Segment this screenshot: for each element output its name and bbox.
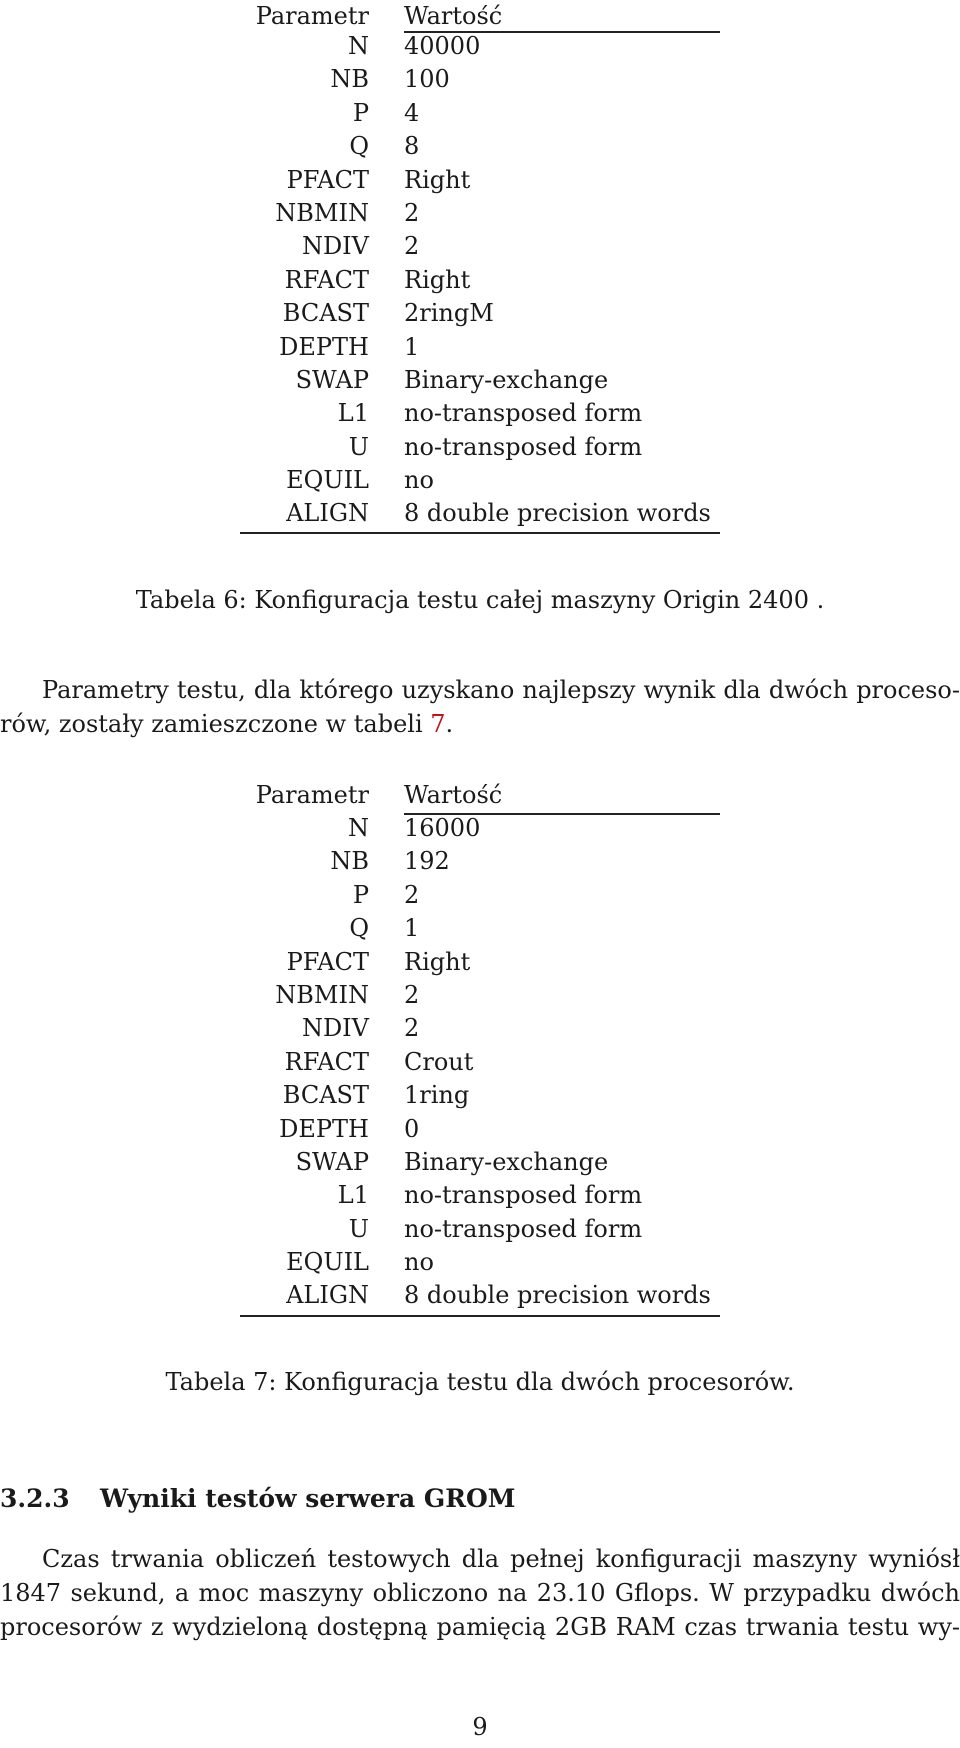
param-cell: ALIGN [286, 1281, 369, 1310]
param-cell: U [348, 1214, 369, 1243]
param-cell: L1 [337, 399, 369, 428]
param-cell: ALIGN [286, 499, 369, 528]
table-row [240, 1213, 720, 1246]
param-cell: Q [349, 132, 369, 161]
value-cell: 2 [404, 880, 420, 909]
bottom-rule [240, 1315, 720, 1317]
page-number: 9 [472, 1713, 488, 1741]
param-cell: U [348, 432, 369, 461]
param-cell: L1 [337, 1181, 369, 1210]
table-row [240, 845, 720, 878]
paragraph-line: 1847 sekund, a moc maszyny obliczono na 23.10 Gflops. W przypadku dwóch [0, 1579, 960, 1607]
table-row [240, 1113, 720, 1146]
paragraph-line: Czas trwania obliczeń testowych dla pełnej konfiguracji maszyny wyniósł [42, 1545, 960, 1573]
table-row [240, 1079, 720, 1112]
param-cell: PFACT [286, 165, 369, 194]
table-body [240, 30, 720, 531]
value-cell: 2 [404, 1014, 420, 1043]
table-row [240, 1279, 720, 1312]
paragraph-text: rów, zostały zamieszczone w tabeli [0, 710, 431, 738]
value-cell: 2ringM [404, 299, 494, 328]
value-cell: 1 [404, 914, 420, 943]
param-cell: DEPTH [279, 332, 369, 361]
table-row [240, 1246, 720, 1279]
value-cell: 8 double precision words [404, 499, 711, 528]
param-cell: BCAST [282, 299, 369, 328]
value-cell: 16000 [404, 814, 481, 842]
value-cell: 2 [404, 198, 420, 227]
value-cell: 1 [404, 332, 420, 361]
table-row [240, 197, 720, 230]
table-6 [240, 0, 720, 528]
value-cell: 40000 [404, 32, 481, 60]
section-title: Wyniki testów serwera GROM [100, 1484, 516, 1513]
table-row [240, 1146, 720, 1179]
param-cell: PFACT [286, 947, 369, 976]
table-row [240, 164, 720, 197]
param-cell: N [348, 814, 369, 842]
param-cell: NB [330, 65, 369, 94]
table-row [240, 63, 720, 96]
table-row [240, 97, 720, 130]
table-reference-link[interactable]: 7 [430, 710, 446, 738]
param-cell: SWAP [295, 1147, 369, 1176]
table-7 [240, 779, 720, 1310]
value-cell: Right [404, 265, 471, 294]
table-row [240, 1012, 720, 1045]
table-row [240, 30, 720, 63]
value-cell: 1ring [404, 1081, 470, 1110]
table-row [240, 812, 720, 845]
param-cell: NB [330, 847, 369, 876]
table-row [240, 497, 720, 530]
bottom-rule [240, 532, 720, 534]
table-7-caption: Tabela 7: Konfiguracja testu dla dwóch procesorów. [165, 1368, 795, 1396]
table-row [240, 364, 720, 397]
table-header-row [240, 0, 720, 33]
header-value: Wartość [404, 2, 503, 30]
table-row [240, 331, 720, 364]
param-cell: NDIV [301, 232, 369, 261]
value-cell: 2 [404, 232, 420, 261]
param-cell: SWAP [295, 365, 369, 394]
value-cell: no [404, 1248, 434, 1277]
param-cell: NBMIN [275, 198, 369, 227]
value-cell: 100 [404, 65, 450, 94]
header-value: Wartość [404, 781, 503, 809]
value-cell: no [404, 466, 434, 495]
table-body [240, 812, 720, 1313]
param-cell: EQUIL [286, 466, 369, 495]
paragraph-line [0, 707, 453, 741]
value-cell: Right [404, 165, 471, 194]
header-param: Parametr [255, 781, 369, 809]
header-param: Parametr [255, 2, 369, 30]
table-row [240, 1179, 720, 1212]
table-6-caption: Tabela 6: Konfiguracja testu całej maszyny Origin 2400 . [135, 586, 825, 614]
value-cell: 2 [404, 980, 420, 1009]
table-row [240, 1046, 720, 1079]
value-cell: 192 [404, 847, 450, 876]
table-row [240, 264, 720, 297]
param-cell: NBMIN [275, 980, 369, 1009]
paragraph-text: . [445, 710, 454, 738]
value-cell: Binary-exchange [404, 365, 609, 394]
table-row [240, 464, 720, 497]
param-cell: EQUIL [286, 1248, 369, 1277]
param-cell: NDIV [301, 1014, 369, 1043]
value-cell: Binary-exchange [404, 1147, 609, 1176]
paragraph-line: Parametry testu, dla którego uzyskano najlepszy wynik dla dwóch proceso- [42, 676, 960, 704]
value-cell: no-transposed form [404, 432, 643, 461]
table-row [240, 946, 720, 979]
value-cell: no-transposed form [404, 399, 643, 428]
table-row [240, 130, 720, 163]
section-number: 3.2.3 [0, 1484, 70, 1513]
value-cell: no-transposed form [404, 1214, 643, 1243]
table-row [240, 297, 720, 330]
value-cell: Crout [404, 1047, 474, 1076]
param-cell: RFACT [284, 265, 369, 294]
value-cell: 8 double precision words [404, 1281, 711, 1310]
section-heading [0, 1484, 515, 1513]
value-cell: no-transposed form [404, 1181, 643, 1210]
value-cell: Right [404, 947, 471, 976]
value-cell: 4 [404, 98, 420, 127]
table-header-row [240, 779, 720, 812]
param-cell: RFACT [284, 1047, 369, 1076]
param-cell: Q [349, 914, 369, 943]
param-cell: DEPTH [279, 1114, 369, 1143]
paragraph-line: procesorów z wydzieloną dostępną pamięcią 2GB RAM czas trwania testu wy- [0, 1613, 960, 1641]
param-cell: P [352, 98, 369, 127]
table-row [240, 912, 720, 945]
table-row [240, 230, 720, 263]
param-cell: P [352, 880, 369, 909]
value-cell: 0 [404, 1114, 420, 1143]
table-row [240, 397, 720, 430]
param-cell: BCAST [282, 1081, 369, 1110]
table-row [240, 979, 720, 1012]
param-cell: N [348, 32, 369, 60]
value-cell: 8 [404, 132, 420, 161]
table-row [240, 879, 720, 912]
table-row [240, 431, 720, 464]
